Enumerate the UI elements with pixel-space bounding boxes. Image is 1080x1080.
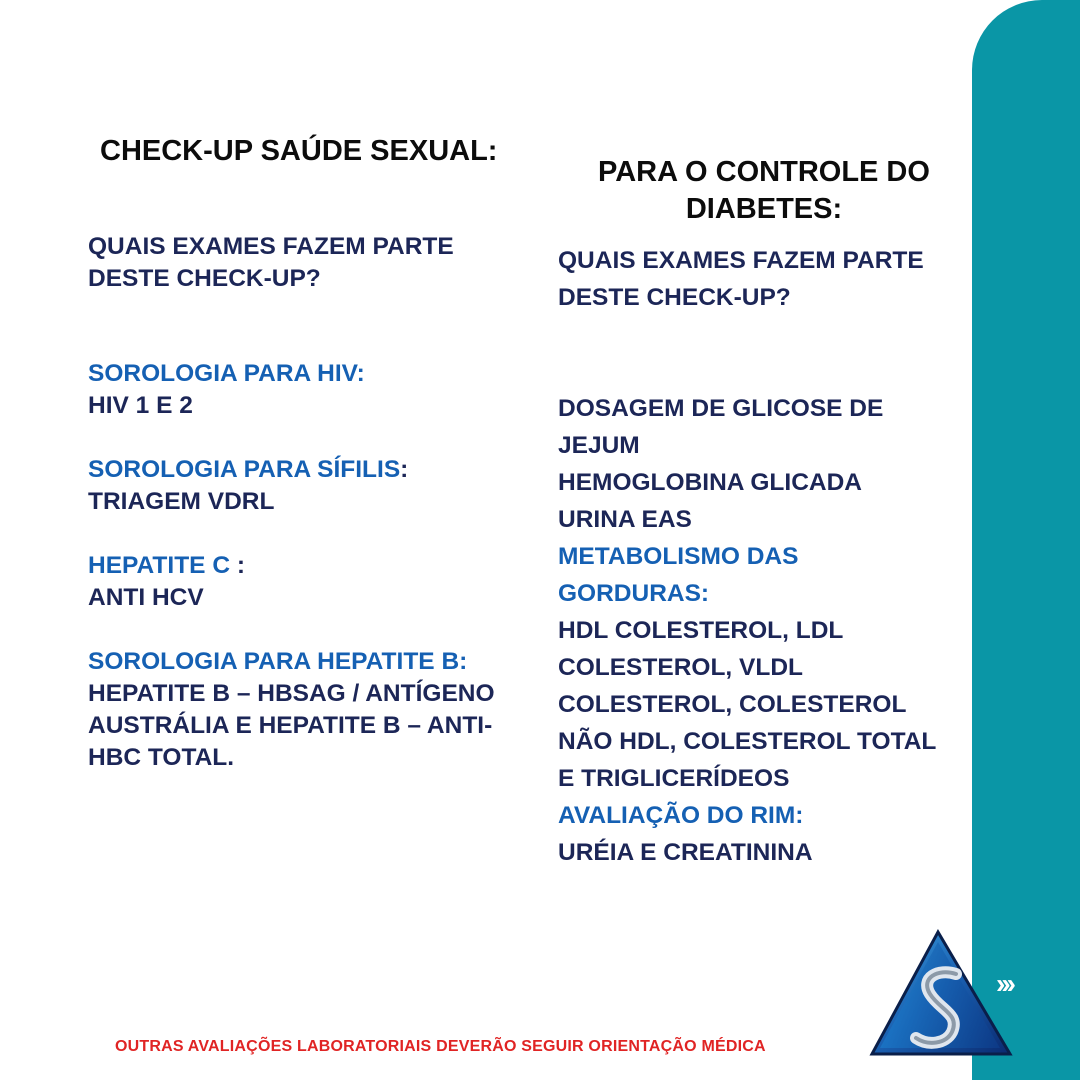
- right-title-line1: PARA O CONTROLE DO: [598, 156, 930, 188]
- right-question: [558, 242, 970, 316]
- diabetes-exam-line: HEMOGLOBINA GLICADA: [558, 469, 862, 496]
- diabetes-exam-line: METABOLISMO DAS: [558, 543, 799, 570]
- diabetes-exam-line: URINA EAS: [558, 506, 692, 533]
- exam-label: SOROLOGIA PARA SÍFILIS: [88, 456, 401, 483]
- exam-label-suffix: :: [230, 552, 245, 579]
- next-arrows-icon[interactable]: ›››: [996, 968, 1012, 999]
- right-title-line2: DIABETES:: [685, 193, 843, 225]
- diabetes-exam-line: COLESTEROL, VLDL: [558, 654, 803, 681]
- right-question-line1: QUAIS EXAMES FAZEM PARTE: [558, 247, 924, 274]
- exam-label: SOROLOGIA PARA HEPATITE B:: [88, 648, 468, 675]
- exam-item-sifilis: [88, 454, 538, 518]
- diabetes-exam-line: URÉIA E CREATININA: [558, 839, 813, 866]
- right-question-line2: DESTE CHECK-UP?: [558, 284, 791, 311]
- footer-note: OUTRAS AVALIAÇÕES LABORATORIAIS DEVERÃO SEGUIR ORIENTAÇÃO MÉDICA: [115, 1038, 766, 1055]
- exam-detail: HBC TOTAL.: [88, 744, 235, 771]
- diabetes-exam-line: NÃO HDL, COLESTEROL TOTAL: [558, 728, 937, 755]
- exam-item-hepatite-c: [88, 550, 538, 614]
- diabetes-exam-line: JEJUM: [558, 432, 640, 459]
- exam-detail: TRIAGEM VDRL: [88, 488, 275, 515]
- diabetes-exam-line: GORDURAS:: [558, 580, 710, 607]
- diabetes-exam-line: HDL COLESTEROL, LDL: [558, 617, 844, 644]
- left-title: CHECK-UP SAÚDE SEXUAL:: [100, 135, 498, 167]
- left-question-line1: QUAIS EXAMES FAZEM PARTE: [88, 233, 454, 260]
- exam-detail: ANTI HCV: [88, 584, 204, 611]
- right-title: [556, 154, 972, 228]
- triangle-s-logo-icon: [868, 928, 1014, 1062]
- diabetes-exam-line: E TRIGLICERÍDEOS: [558, 765, 790, 792]
- exam-detail: HEPATITE B – HBSAG / ANTÍGENO: [88, 680, 495, 707]
- exam-detail: AUSTRÁLIA E HEPATITE B – ANTI-: [88, 712, 493, 739]
- left-question-line2: DESTE CHECK-UP?: [88, 265, 321, 292]
- diabetes-exam-list: [558, 390, 972, 871]
- exam-item-hiv: [88, 358, 538, 422]
- exam-item-hepatite-b: [88, 646, 540, 774]
- side-panel: [972, 0, 1080, 1080]
- diabetes-exam-line: DOSAGEM DE GLICOSE DE: [558, 395, 884, 422]
- diabetes-exam-line: AVALIAÇÃO DO RIM:: [558, 802, 804, 829]
- left-question: [88, 231, 538, 295]
- exam-label: SOROLOGIA PARA HIV:: [88, 360, 365, 387]
- exam-label-suffix: :: [400, 456, 409, 483]
- diabetes-exam-line: COLESTEROL, COLESTEROL: [558, 691, 907, 718]
- exam-label: HEPATITE C: [88, 552, 231, 579]
- exam-detail: HIV 1 E 2: [88, 392, 193, 419]
